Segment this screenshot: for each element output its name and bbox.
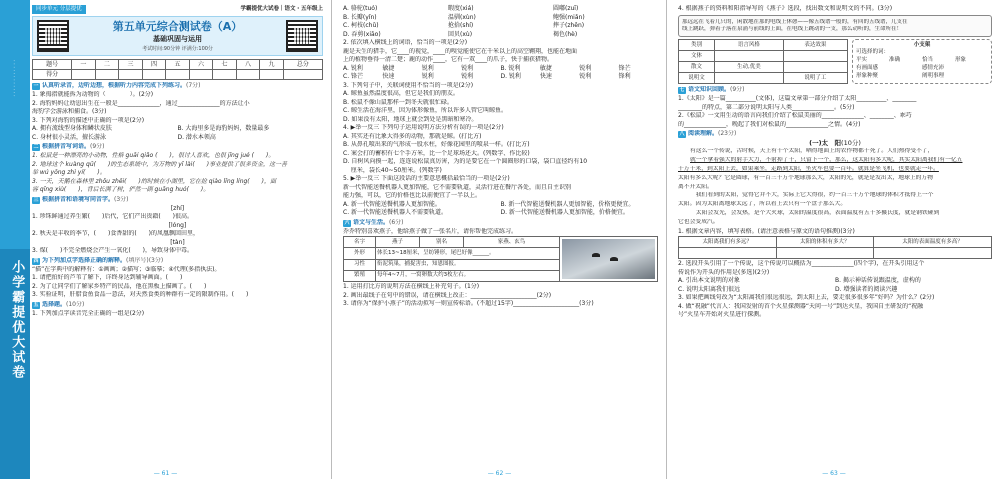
- option-row: A. 新一代智能送餐机器人更加智能。 B. 新一代智能送餐机器人更加智能，价格更便宜。: [343, 200, 635, 208]
- essay-line: 太阳有多么大呢？它是圆球，有一百三十万个地球那么大，太阳的光，就是是发出太，地球上的万物: [678, 174, 934, 181]
- table-cell: 每年4~7月，一窝卵数大约3枚左右。: [376, 270, 560, 281]
- table-input-cell[interactable]: [783, 51, 847, 62]
- word-bank-title: 小支架: [913, 42, 931, 49]
- question: 3. 如果把画线句改为“太阳离我们很远很远，到太阳上去，要走很多很多年”好吗？为什么？(2分): [678, 294, 935, 302]
- option[interactable]: C. 案会打的蓄积有七个手方米，比一个足球场还大。(列数字、作比较): [343, 149, 530, 157]
- sidebar-vertical-text: 小学霸提优大试卷: [9, 260, 25, 380]
- table-cell: 太阳离我们有多远？: [679, 237, 777, 248]
- word-chip[interactable]: 有画面感: [856, 64, 879, 71]
- question: 4. 做“祝融”代言人：我国发射的首个火星探测器“天问一号”到达火星，我国自主研发的“祝融: [678, 302, 924, 310]
- sun-facts-table: [678, 236, 992, 259]
- table-cell: 文体: [679, 51, 715, 62]
- table-cell: 散文: [679, 62, 715, 73]
- question: 3. 下列句子中，关联词使用不恰当的一项是(2分): [343, 81, 474, 89]
- quote-box: [678, 15, 992, 38]
- word-chip[interactable]: 感情充沛: [922, 64, 945, 71]
- page-number: — 62 —: [487, 469, 512, 477]
- option[interactable]: C. 鲸生活在海洋里，因为体形像鱼，所以许多人管它叫鲸鱼。: [343, 107, 508, 114]
- table-cell: 语言风格: [715, 40, 784, 51]
- score-input-cell[interactable]: [72, 70, 96, 80]
- qr-code-icon: [37, 20, 69, 52]
- question: 2.《松鼠》一文用生动的语言向我们介绍了松鼠美丽的______________、________、乖巧: [678, 112, 912, 120]
- section-6-heading: 六 语文与生活。(6分): [344, 218, 404, 226]
- essay-line: 太阳。因为太阳离地球太远了，所以看上去只有一个盘子那么大。: [678, 201, 847, 208]
- score-head-cell: 八: [236, 60, 260, 70]
- question: 3. 一天，天鹅在森林里 zhōu zhēi( )的时候在小湖里，它在抢 qiào lǐng líng( )，面: [32, 177, 276, 185]
- option-row: C. 身材很小灵活，擅长游泳 D. 潜水本领高: [32, 133, 216, 141]
- question: 的______________，晚起了我们对松鼠的______________之情。(4分): [678, 120, 861, 128]
- option[interactable]: A. 其实还有比象大得多的动物，那就是鲸。(打比方): [343, 132, 482, 140]
- swallow-card-table: [343, 236, 658, 282]
- question: 1.《太阳》是一篇__________(文体)，这篇文章第一部分介绍了太阳__________、________: [678, 95, 917, 103]
- section-5-heading: 五 选择题。(10分): [33, 300, 85, 308]
- score-row-label: 得分: [33, 70, 72, 80]
- section-1-heading: 一 认真听录音，边听边想，根据听力内容完成下列练习。(7分): [33, 82, 201, 89]
- score-table-head: [33, 60, 323, 70]
- option-row: B. 长瓣(yǐn) 温驯(xùn) 鲍强(miǎn): [343, 13, 585, 21]
- word-chip[interactable]: 平实: [856, 57, 868, 63]
- test-meta: 考试时间:90分钟 评满分:100分: [142, 46, 213, 52]
- table-cell: 习性: [344, 259, 376, 270]
- option-row: C. 新一代智能送餐机器人不需要轨道。 D. 新一代智能送餐机器人更加智能，价格便宜。: [343, 209, 629, 216]
- table-input-cell[interactable]: [874, 248, 992, 259]
- option[interactable]: D. 自树风向摸一起，连连说松鼠真厉害，为的是要它在一个圆圈形的口袋，袋口直径约有10: [343, 158, 588, 165]
- option-row: A. 锐利 敏捷 锐利 锐利 B. 锐利 敏捷 锐利 锋芒: [343, 64, 631, 72]
- score-input-cell[interactable]: [119, 70, 143, 80]
- table-cell: 名字: [344, 237, 376, 248]
- question: 3. 实验证明，肝腊食鱼食品一意法，对天然食类的种群有一定的限制作用。( ): [32, 291, 249, 298]
- passage-line: 能力强，可以，它的价格也比以前便宜了一半以上。: [343, 192, 482, 199]
- score-input-cell[interactable]: [95, 70, 119, 80]
- score-head-cell: 二: [95, 60, 119, 70]
- question: 2. 秋天是丰收的季节，( )食香甜的( )的凤凰飘回田里，: [32, 230, 199, 237]
- option-row: A. 引出本文说明的对象 B. 揭示神话传说跟温度，虚构的: [678, 277, 921, 285]
- table-input-cell[interactable]: [776, 248, 874, 259]
- question: 1. 根据文章内容，填写表格。(请注意表格与原文的语句推测)(3分): [678, 227, 855, 235]
- section-4-heading: 四 为下列加点字选择正确的解释。(填序号)(3分): [33, 256, 164, 264]
- option: 厘米，袋长40~50厘米。(列数字): [343, 166, 442, 174]
- question: 2. 海豹妈妈让幼崽出生在一般是______________，通过______________的方法让小: [32, 99, 250, 107]
- section-2-heading: 二 根据拼音写词语。(9分): [33, 143, 105, 150]
- word-bank-lead: 可选择的词：: [856, 49, 890, 56]
- table-cell: 衔泥筑巢，捕捉害虫，知恩图报。: [376, 259, 560, 270]
- score-head-cell: 题号: [33, 60, 72, 70]
- option-row: A. 骆驼(tuó) 暇度(xiá) 圆嘟(zuī): [343, 5, 579, 12]
- score-input-cell[interactable]: [166, 70, 190, 80]
- compare-table: [678, 39, 848, 84]
- question: 2. 选段开头引用了一个传说，这个传说可以概括为______________(四个字)，在开头引用这个: [678, 260, 925, 268]
- essay-line: 千万千米，到太阳上去，如果乘坐，走路到太阳，坐火车也要一百年。就算是坐飞机，也要就走一年。: [678, 166, 939, 172]
- option-row: C. 说明太阳离我们很远 D. 增强读者的阅读兴趣: [678, 285, 898, 293]
- question: 容 qīng xiù( )，背后长满了树，俨然一副 guāng huó( )。: [32, 186, 210, 193]
- score-head-cell: 四: [142, 60, 166, 70]
- question: 1. 请把拍好的芦苇了解下，详终身达到辅导画面。( ): [32, 274, 183, 281]
- word-bank-box: [852, 39, 992, 83]
- question: 号”火星车开始对火星进行探测。: [678, 311, 766, 319]
- series-title: 学霸提优大试卷｜语文・五年级上: [240, 5, 323, 12]
- table-cell: 太阳的体积有多大？: [776, 237, 874, 248]
- score-head-cell: 总分: [283, 60, 322, 70]
- question: “描”在字典中的解释有：①画画；②描写；③临摹；④代理(多指执法)。: [32, 265, 221, 273]
- reading-title: (一)太 阳(10分): [809, 139, 861, 148]
- section-8-heading: 八 阅读理解。(23分): [679, 130, 737, 138]
- option-row: C. 柯枝(chǔ) 抢拾(shí) 摔子(zhēn): [343, 22, 585, 29]
- question: 1. 松鼠是一种漂亮的小动物，性格 guāi qiǎo ( )，很讨人喜欢，也很 jīng jué ( )。: [32, 152, 275, 159]
- left-sidebar: [0, 0, 30, 479]
- section-3-heading: 三 根据拼音和语境写同音字。(3分): [33, 195, 129, 203]
- table-cell: 说明了工: [783, 73, 847, 84]
- word-chip[interactable]: 形象种聚: [856, 72, 879, 79]
- section-7-heading: 七 语文知识回顾。(9分): [679, 86, 745, 94]
- pinyin-label: [tàn]: [170, 238, 185, 246]
- table-input-cell[interactable]: [679, 248, 777, 259]
- bird-icon: [592, 253, 600, 257]
- essay-line: 有这么一个传说，古时候，天上有十个太阳，晒得地面上的农作物都干死了。人们热得受不了，: [690, 148, 934, 155]
- page-62: [333, 0, 667, 479]
- table-input-cell[interactable]: [783, 62, 847, 73]
- instruction: 乔乔特别喜欢燕子，他给燕子做了一张名片，请你帮他完成练习。: [343, 227, 518, 235]
- pinyin-label: [zhí]: [170, 204, 185, 212]
- essay-line: 太阳会发光，会发热，是个大火球，太阳的温度很高，表面温度有五千多摄氏度，就是钢铁碰到: [690, 210, 940, 217]
- page-number: — 63 —: [822, 469, 846, 477]
- question: 1. 珍珠鲜通过养生繁( )后代，它们产出贵籍( )很高。: [32, 213, 193, 220]
- score-input-cell[interactable]: [283, 70, 322, 80]
- passage-line: 新一代智能送餐机器人更加智能，它不需要轨道，灵活行进在餐厅各处，而且自主识别: [343, 183, 572, 191]
- option[interactable]: A. 鲸鱼虽然温度很高，但它是我们的朋友。: [343, 90, 459, 97]
- question: 4. ▶举一反三 下列句子运用说明方法分析有误的一项是(2分): [343, 124, 504, 131]
- score-table-row: [33, 70, 323, 80]
- option-row: A. 拥有流线型身体和鳞状皮肤 B. 大海里多是海豹妈妈，数量最多: [32, 125, 270, 132]
- question: 3. 煤( )不完全燃烧会产生一氧化( )，导致身体中毒。: [32, 247, 193, 254]
- score-input-cell[interactable]: [260, 70, 284, 80]
- page-61: [0, 0, 332, 479]
- table-cell: 家燕、玄鸟: [464, 237, 560, 248]
- question: 1. 象拇指就能拆为动物的（ ）。(2分): [32, 91, 154, 98]
- score-head-cell: 三: [119, 60, 143, 70]
- passage-line: 鹿是天生的猎手，它____的视觉，____的嗅觉能使它在千米以上的高空翱翔，也能在地面: [343, 47, 578, 55]
- score-input-cell[interactable]: [142, 70, 166, 80]
- compare-area: [678, 39, 992, 84]
- score-head-cell: 六: [189, 60, 213, 70]
- test-subtitle: 基础巩固与运用: [153, 35, 202, 43]
- option[interactable]: B. 松鼠不像山鼠那样一到冬天就很忙碌。: [343, 98, 453, 106]
- option[interactable]: D. 如果没有太阳，地球上就会到处是黑暗和寒冷。: [343, 115, 478, 123]
- table-cell: 表达效果: [783, 40, 847, 51]
- page-63-content: [678, 4, 992, 465]
- page-63: [668, 0, 1000, 479]
- question: 5. ▶举一反三 下面这段话的主要意思概括最恰当的一项是(2分): [343, 175, 510, 182]
- word-chip[interactable]: 准确: [889, 57, 901, 63]
- score-head-cell: 一: [72, 60, 96, 70]
- table-cell: 别名: [420, 237, 464, 248]
- question: 3. 下列对海豹的描述中正确的一项是(2分): [32, 116, 145, 124]
- essay-line: 它也会变成汽。: [678, 218, 719, 225]
- question: ________的特点，第二部分说明太阳与人类______________。(5分): [678, 103, 855, 111]
- series-tag: 同步单元 分层提优: [32, 5, 86, 14]
- quote-line: 线上跳跃，弹着子落在泉涌与前线的上面，在电线上跳动的一支，那么动听的，生命所在！: [682, 26, 903, 33]
- question: 1. 运用打比方的说明方法在横线上补充句子。(1分): [343, 283, 480, 290]
- swallow-photo-cell: [560, 237, 658, 282]
- page-62-content: [343, 4, 658, 465]
- option-row: C. 锋芒 快速 锐利 锐利 D. 锐利 快速 锐利 锋利: [343, 73, 631, 80]
- question: 3. 请你为“保护小燕子”的活动拟写一则宣传标语。(不超过15字)______________________(3分): [343, 300, 594, 307]
- word-chip[interactable]: 形象: [955, 57, 967, 63]
- swallow-photo: [562, 239, 655, 279]
- essay-line: 离不开太阳。: [678, 183, 713, 190]
- question: 2. 地球这个 kuàng qū( )的生态系统中，为万物的 yī lài( )事业提供了很多资金，这一善: [32, 160, 288, 168]
- option-row: D. 吞剪(xiāo) 回贝(xù) 褐色(hè): [343, 30, 578, 38]
- page-number: — 61 —: [153, 469, 178, 477]
- table-cell: 体长13~18厘米，呈纺锤形，尾巴好像______。: [376, 248, 560, 259]
- test-title: 第五单元综合测试卷（A）: [112, 20, 243, 33]
- word-chip[interactable]: 阐明事理: [922, 72, 945, 79]
- table-cell: 太阳的表面温度有多高？: [874, 237, 992, 248]
- table-cell: 类别: [679, 40, 715, 51]
- score-table: [32, 59, 323, 80]
- score-input-cell[interactable]: [236, 70, 260, 80]
- word-chip[interactable]: 恰当: [922, 57, 934, 63]
- passage-line: 上的植物垂得一清二楚；鹿的动作____，它有一双____的爪子，快于捕获猎物。: [343, 56, 554, 63]
- option[interactable]: B. 从鼻孔喷出来的气形成一股水柱，好像花园里的喷泉一样。(打比方): [343, 141, 530, 148]
- question: 海豹学会游泳和捕食。(3分): [32, 108, 107, 115]
- question: 2. 为了让同学们了解家乡特产的民品，他在黑板上描画了。( ): [32, 282, 207, 290]
- bird-icon: [610, 257, 618, 261]
- pinyin-label: [lóng]: [168, 221, 187, 229]
- essay-line: 我们看到的太阳，觉得它并不大，实际上它大得很，约一百三十万个地球的体积才抵得上一个: [690, 192, 934, 199]
- question: 2. 依次填入横线上的词语，恰当的一项是(2分): [343, 39, 468, 46]
- score-input-cell[interactable]: [213, 70, 237, 80]
- question: 2. 画出最线子在句中的错误，请在横线上改正：______________________(2分): [343, 291, 552, 299]
- question: 1. 下列加点字读音完全正确的一组是(2分): [32, 309, 145, 317]
- table-input-cell[interactable]: [715, 51, 784, 62]
- table-cell: 燕子: [376, 237, 420, 248]
- page-header: [32, 4, 323, 14]
- essay-line: 就一个拿着强大的射手大力，不射掉了十，只留下一个，那么，这太阳有多大呢，其实太阳离我们有一亿五: [690, 157, 963, 164]
- table-input-cell[interactable]: [715, 73, 784, 84]
- question: 4. 根据燕子的资料和阳指导写的《燕子》选段，找出数文和说明文的不同。(3分): [678, 5, 893, 12]
- page-61-content: [32, 4, 323, 465]
- table-cell: 生动,优美: [715, 62, 784, 73]
- score-head-cell: 九: [260, 60, 284, 70]
- qr-code-icon: [286, 20, 318, 52]
- table-cell: 外形: [344, 248, 376, 259]
- score-input-cell[interactable]: [189, 70, 213, 80]
- sidebar-small-text: · · · · · · · · · · · ·: [10, 60, 17, 97]
- test-banner: [32, 16, 323, 56]
- table-cell: 繁殖: [344, 270, 376, 281]
- table-cell: 说明文: [679, 73, 715, 84]
- score-head-cell: 七: [213, 60, 237, 70]
- question: 举 wú yōng zhì yí( )。: [32, 169, 106, 176]
- quote-line: 那远远在飞着几只的，闲散地在那的电线上休憩——像五线谱一般的，有回的五线谱，几支在: [682, 18, 908, 25]
- score-head-cell: 五: [166, 60, 190, 70]
- question: 传说作为开头的作用是(多选)(2分): [678, 268, 770, 276]
